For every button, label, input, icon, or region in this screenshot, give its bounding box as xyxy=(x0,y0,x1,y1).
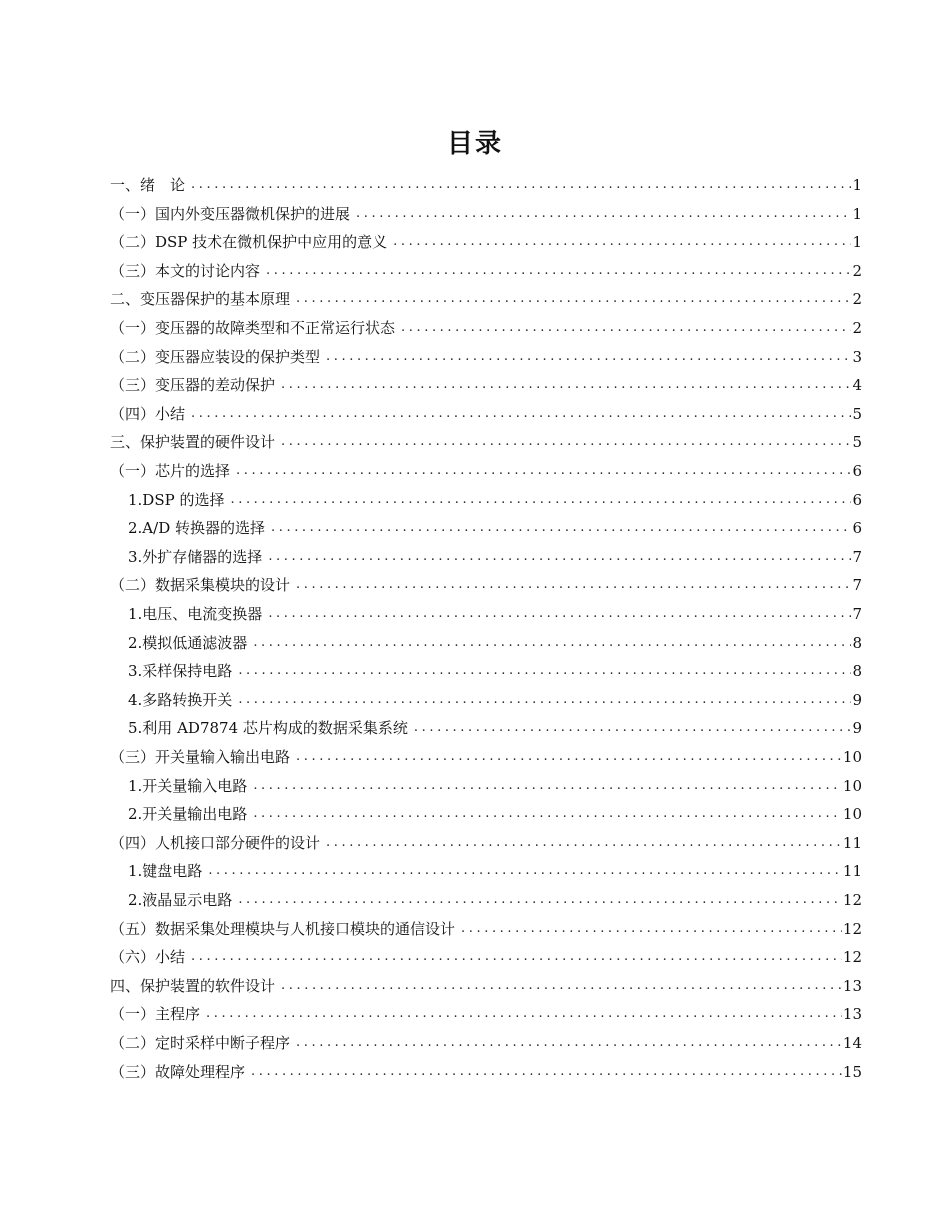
toc-dot-leader xyxy=(191,943,842,971)
toc-entry-page-number: 6 xyxy=(852,519,862,538)
toc-entry-label: （一）国内外变压器微机保护的进展 xyxy=(110,204,351,223)
toc-entry-label: （三）变压器的差动保护 xyxy=(110,376,276,395)
toc-entry-label: （二）定时采样中断子程序 xyxy=(110,1034,291,1052)
toc-entry-label: 1.DSP 的选择 xyxy=(128,490,225,509)
toc-entry[interactable] xyxy=(110,457,862,485)
toc-entry-label: 3.采样保持电路 xyxy=(128,662,233,681)
toc-entry[interactable] xyxy=(110,171,862,199)
toc-entry[interactable] xyxy=(110,257,862,285)
toc-dot-leader xyxy=(326,829,842,857)
toc-entry-label: （二）数据采集模块的设计 xyxy=(110,576,291,595)
toc-entry[interactable] xyxy=(110,428,862,456)
toc-entry-page-number: 1 xyxy=(852,176,862,194)
toc-dot-leader xyxy=(268,543,851,571)
toc-entry[interactable] xyxy=(110,486,862,514)
toc-dot-leader xyxy=(281,972,842,1000)
toc-entry[interactable] xyxy=(110,686,862,714)
toc-entry-page-number: 2 xyxy=(852,290,862,309)
toc-dot-leader xyxy=(401,314,851,342)
toc-entry-label: 2.开关量输出电路 xyxy=(128,805,248,824)
toc-dot-leader xyxy=(296,1029,842,1057)
toc-entry[interactable] xyxy=(110,714,862,742)
toc-dot-leader xyxy=(238,886,842,914)
toc-dot-leader xyxy=(281,428,851,456)
toc-entry-page-number: 7 xyxy=(852,576,862,595)
toc-entry-page-number: 15 xyxy=(842,1062,862,1081)
toc-entry-page-number: 6 xyxy=(852,462,862,480)
toc-entry-label: （一）主程序 xyxy=(110,1005,201,1024)
toc-dot-leader xyxy=(206,1000,842,1028)
toc-entry[interactable] xyxy=(110,343,862,371)
toc-entry-label: 1.键盘电路 xyxy=(128,862,203,881)
toc-dot-leader xyxy=(191,400,851,428)
toc-entry-page-number: 14 xyxy=(842,1034,862,1052)
toc-entry-label: （五）数据采集处理模块与人机接口模块的通信设计 xyxy=(110,919,456,938)
toc-entry-page-number: 2 xyxy=(852,261,862,280)
toc-entry[interactable] xyxy=(110,972,862,1000)
toc-entry[interactable] xyxy=(110,200,862,228)
toc-entry-page-number: 9 xyxy=(852,719,862,738)
toc-entry-label: （四）人机接口部分硬件的设计 xyxy=(110,833,321,852)
toc-entry-page-number: 10 xyxy=(842,805,862,824)
toc-dot-leader xyxy=(393,228,851,256)
toc-dot-leader xyxy=(268,600,851,628)
toc-entry-page-number: 12 xyxy=(842,948,862,967)
toc-entry-label: 一、绪 论 xyxy=(110,176,186,194)
toc-dot-leader xyxy=(326,343,851,371)
toc-entry[interactable] xyxy=(110,571,862,599)
toc-entry[interactable] xyxy=(110,943,862,971)
toc-entry[interactable] xyxy=(110,915,862,943)
toc-entry-page-number: 10 xyxy=(842,776,862,795)
toc-entry[interactable] xyxy=(110,629,862,657)
toc-entry-label: 2.液晶显示电路 xyxy=(128,891,233,909)
toc-entry-label: （二）DSP 技术在微机保护中应用的意义 xyxy=(110,233,388,252)
toc-entry-page-number: 5 xyxy=(852,404,862,423)
toc-entry[interactable] xyxy=(110,1029,862,1057)
toc-entry-page-number: 1 xyxy=(852,233,862,252)
toc-dot-leader xyxy=(356,200,851,228)
toc-entry-page-number: 11 xyxy=(842,862,862,881)
toc-entry-page-number: 13 xyxy=(842,976,862,995)
toc-entry[interactable] xyxy=(110,400,862,428)
toc-entry-page-number: 7 xyxy=(852,605,862,623)
toc-entry-label: 4.多路转换开关 xyxy=(128,690,233,709)
toc-dot-leader xyxy=(281,371,851,399)
toc-entry[interactable] xyxy=(110,772,862,800)
toc-entry-page-number: 1 xyxy=(852,204,862,223)
toc-entry-page-number: 8 xyxy=(852,633,862,652)
toc-entry[interactable] xyxy=(110,228,862,256)
toc-entry[interactable] xyxy=(110,285,862,313)
toc-entry-page-number: 11 xyxy=(842,833,862,852)
toc-dot-leader xyxy=(238,657,851,685)
toc-entry-label: （一）变压器的故障类型和不正常运行状态 xyxy=(110,319,396,337)
toc-entry-page-number: 9 xyxy=(852,690,862,709)
toc-dot-leader xyxy=(238,686,851,714)
toc-entry[interactable] xyxy=(110,1000,862,1028)
toc-entry-page-number: 5 xyxy=(852,433,862,452)
toc-entry-label: （六）小结 xyxy=(110,948,186,967)
toc-entry-label: 三、保护装置的硬件设计 xyxy=(110,433,276,452)
toc-entry-label: 3.外扩存储器的选择 xyxy=(128,547,263,566)
toc-entry[interactable] xyxy=(110,886,862,914)
toc-entry[interactable] xyxy=(110,857,862,885)
toc-entry[interactable] xyxy=(110,600,862,628)
toc-entry[interactable] xyxy=(110,514,862,542)
toc-dot-leader xyxy=(296,743,842,771)
toc-dot-leader xyxy=(253,629,851,657)
toc-entry-label: 1.开关量输入电路 xyxy=(128,776,248,795)
toc-entry-page-number: 2 xyxy=(852,319,862,337)
toc-entry-page-number: 4 xyxy=(852,376,862,395)
toc-entry-label: 2.A/D 转换器的选择 xyxy=(128,519,265,538)
toc-entry-page-number: 13 xyxy=(842,1005,862,1024)
toc-entry-page-number: 3 xyxy=(852,347,862,366)
toc-entry-label: 四、保护装置的软件设计 xyxy=(110,976,276,995)
toc-dot-leader xyxy=(236,457,851,485)
toc-entry-page-number: 8 xyxy=(852,662,862,681)
toc-dot-leader xyxy=(253,772,842,800)
toc-dot-leader xyxy=(253,800,842,828)
toc-dot-leader xyxy=(251,1058,842,1086)
toc-entry-page-number: 12 xyxy=(842,919,862,938)
toc-entry-page-number: 12 xyxy=(842,891,862,909)
toc-dot-leader xyxy=(296,571,851,599)
toc-entry[interactable] xyxy=(110,1058,862,1086)
toc-dot-leader xyxy=(296,285,851,313)
toc-entry[interactable] xyxy=(110,657,862,685)
toc-entry-label: （三）本文的讨论内容 xyxy=(110,261,261,280)
toc-entry-label: 二、变压器保护的基本原理 xyxy=(110,290,291,309)
toc-dot-leader xyxy=(208,857,842,885)
toc-entry-page-number: 10 xyxy=(842,748,862,766)
toc-entry[interactable] xyxy=(110,371,862,399)
page-title: 目录 xyxy=(446,129,503,159)
toc-entry-label: （一）芯片的选择 xyxy=(110,462,231,480)
toc-entry-label: 2.模拟低通滤波器 xyxy=(128,633,248,652)
toc-entry-page-number: 7 xyxy=(852,547,862,566)
toc-dot-leader xyxy=(191,171,851,199)
toc-entry[interactable] xyxy=(110,743,862,771)
toc-entry-label: （二）变压器应装设的保护类型 xyxy=(110,347,321,366)
toc-entry[interactable] xyxy=(110,829,862,857)
toc-dot-leader xyxy=(414,714,851,742)
toc-dot-leader xyxy=(266,257,851,285)
toc-entry-label: 5.利用 AD7874 芯片构成的数据采集系统 xyxy=(128,719,408,738)
toc-dot-leader xyxy=(230,486,851,514)
toc-entry-page-number: 6 xyxy=(852,490,862,509)
toc-entry[interactable] xyxy=(110,800,862,828)
toc-entry[interactable] xyxy=(110,314,862,342)
toc-entry-label: 1.电压、电流变换器 xyxy=(128,605,263,623)
toc-entry[interactable] xyxy=(110,543,862,571)
toc-entry-label: （四）小结 xyxy=(110,404,186,423)
toc-entry-label: （三）故障处理程序 xyxy=(110,1062,246,1081)
toc-dot-leader xyxy=(271,514,851,542)
toc-entry-label: （三）开关量输入输出电路 xyxy=(110,748,291,766)
toc-dot-leader xyxy=(461,915,842,943)
